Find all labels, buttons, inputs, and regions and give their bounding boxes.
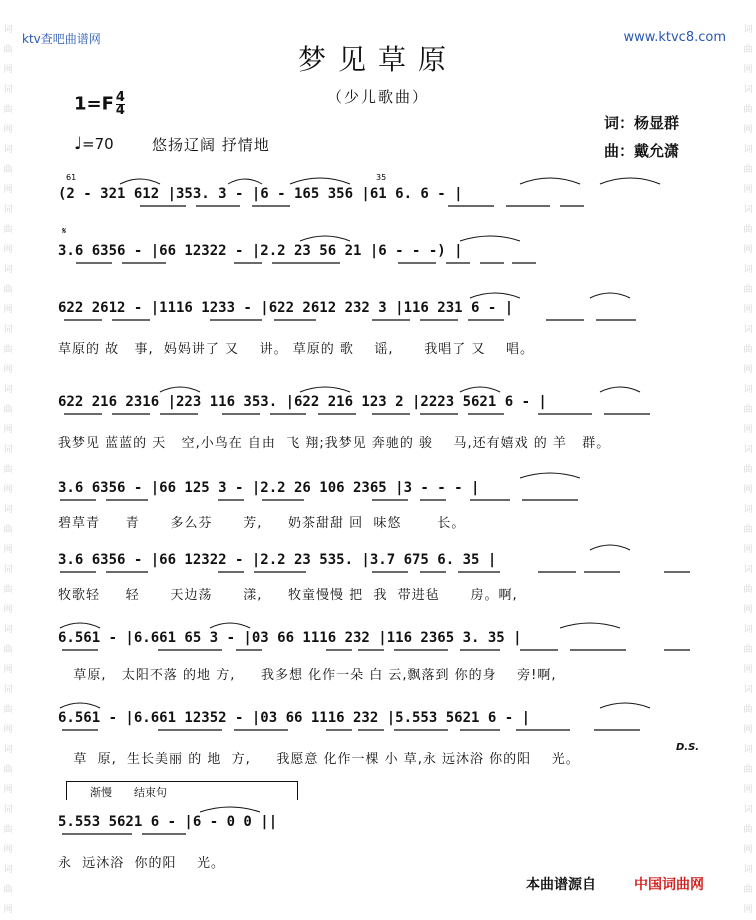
- watermark-char: 词: [3, 625, 13, 635]
- watermark-char: 网: [743, 845, 753, 855]
- watermark-char: 词: [743, 505, 753, 515]
- slur: [600, 703, 650, 708]
- watermark-char: 曲: [743, 585, 753, 595]
- watermark-char: 词: [3, 85, 13, 95]
- watermark-char: 词: [743, 265, 753, 275]
- watermark-char: 网: [3, 905, 13, 915]
- watermark-char: 曲: [3, 705, 13, 715]
- watermark-char: 曲: [3, 45, 13, 55]
- slur: [560, 623, 620, 628]
- watermark-char: 曲: [743, 345, 753, 355]
- notation-line-3: 622 2612 - |1116 1233 - |622 2612 232 3 |116 231 6 - |: [58, 300, 514, 316]
- watermark-char: 曲: [3, 405, 13, 415]
- watermark-char: 词: [743, 325, 753, 335]
- notation-line-1: (2 - 321 612 |353. 3 - |6 - 165 356 |61 6. 6 - |: [58, 186, 463, 202]
- watermark-char: 曲: [3, 885, 13, 895]
- watermark-char: 词: [3, 265, 13, 275]
- watermark-char: 网: [3, 365, 13, 375]
- watermark-char: 词: [743, 685, 753, 695]
- watermark-char: 曲: [743, 885, 753, 895]
- watermark-char: 网: [743, 125, 753, 135]
- watermark-char: 曲: [743, 705, 753, 715]
- watermark-char: 词: [743, 745, 753, 755]
- grace-note: 35: [376, 173, 387, 182]
- watermark-char: 网: [743, 545, 753, 555]
- watermark-char: 网: [3, 725, 13, 735]
- watermark-char: 词: [743, 445, 753, 455]
- slur: [590, 545, 630, 550]
- slur: [520, 473, 580, 478]
- watermark-char: 曲: [743, 225, 753, 235]
- watermark-char: 曲: [3, 585, 13, 595]
- watermark-char: 曲: [3, 225, 13, 235]
- watermark-char: 词: [3, 685, 13, 695]
- watermark-char: 曲: [743, 825, 753, 835]
- watermark-char: 网: [3, 605, 13, 615]
- slur: [210, 623, 250, 628]
- watermark-char: 词: [743, 565, 753, 575]
- notation-line-8: 6.561 - |6.661 12352 - |03 66 1116 232 |5.553 5621 6 - |: [58, 710, 531, 726]
- lyric-line-5: 草原, 太阳不落 的地 方, 我多想 化作一朵 白 云,飘落到 你的身 旁!啊,: [58, 668, 557, 683]
- watermark-char: 网: [3, 125, 13, 135]
- watermark-char: 网: [743, 305, 753, 315]
- watermark-char: 网: [3, 785, 13, 795]
- watermark-char: 词: [743, 85, 753, 95]
- watermark-char: 词: [3, 745, 13, 755]
- watermark-char: 曲: [3, 105, 13, 115]
- watermark-char: 词: [3, 25, 13, 35]
- site-name-left[interactable]: ktv查吧曲谱网: [22, 32, 101, 46]
- watermark-char: 词: [3, 505, 13, 515]
- watermark-char: 网: [743, 365, 753, 375]
- watermark-char: 网: [743, 785, 753, 795]
- slur: [300, 387, 350, 392]
- slur: [520, 178, 580, 184]
- composer: 曲：戴允潇: [604, 142, 680, 160]
- watermark-char: 网: [3, 245, 13, 255]
- song-subtitle: （少儿歌曲）: [326, 88, 429, 106]
- source-site-link[interactable]: 中国词曲网: [634, 877, 704, 893]
- notation-line-5: 3.6 6356 - |66 125 3 - |2.2 26 106 2365 |3 - - - |: [58, 480, 480, 496]
- lyric-line-4: 牧歌轻 轻 天边荡 漾, 牧童慢慢 把 我 带进毡 房。啊,: [58, 588, 518, 603]
- slur: [590, 293, 630, 298]
- key-label: 1=F: [74, 93, 114, 115]
- watermark-char: 网: [3, 545, 13, 555]
- notation-line-9: 5.553 5621 6 - |6 - 0 0 ||: [58, 814, 278, 830]
- watermark-char: 词: [3, 205, 13, 215]
- ending-label: 结束句: [134, 786, 167, 799]
- watermark-char: 曲: [3, 465, 13, 475]
- watermark-char: 网: [3, 665, 13, 675]
- watermark-char: 词: [743, 865, 753, 875]
- lyric-line-3: 碧草青 青 多么芬 芳, 奶茶甜甜 回 味悠 长。: [58, 516, 466, 531]
- watermark-char: 词: [3, 385, 13, 395]
- ritardando-marking: 渐慢: [90, 786, 112, 799]
- time-bottom: 4: [115, 103, 125, 118]
- song-title: 梦见草原: [297, 43, 458, 76]
- grace-note: 61: [66, 173, 77, 182]
- watermark-char: 网: [743, 485, 753, 495]
- source-label: 本曲谱源自: [526, 877, 596, 893]
- notation-line-4: 622 216 2316 |223 116 353. |622 216 123 2 |2223 5621 6 - |: [58, 394, 547, 410]
- watermark-char: 网: [743, 65, 753, 75]
- watermark-char: 曲: [743, 165, 753, 175]
- watermark-char: 网: [3, 485, 13, 495]
- watermark-char: 曲: [743, 525, 753, 535]
- watermark-char: 曲: [3, 285, 13, 295]
- watermark-char: 词: [3, 805, 13, 815]
- segno-icon: 𝄋: [62, 226, 67, 237]
- watermark-char: 网: [3, 425, 13, 435]
- watermark-char: 曲: [3, 165, 13, 175]
- lyric-line-7: 永 远沐浴 你的阳 光。: [58, 856, 226, 871]
- watermark-char: 词: [3, 325, 13, 335]
- watermark-char: 曲: [743, 645, 753, 655]
- watermark-char: 网: [3, 65, 13, 75]
- watermark-char: 词: [743, 385, 753, 395]
- slur: [228, 179, 262, 184]
- slur: [460, 387, 500, 392]
- watermark-char: 词: [743, 805, 753, 815]
- watermark-char: 曲: [3, 345, 13, 355]
- beam-lines: [60, 206, 690, 834]
- slur: [60, 623, 100, 628]
- slur: [120, 179, 160, 184]
- quarter-note-icon: ♩: [74, 134, 83, 154]
- lyric-line-6: 草 原, 生长美丽 的 地 方, 我愿意 化作一棵 小 草,永 远沐浴 你的阳 光。: [58, 752, 580, 767]
- watermark-char: 词: [743, 205, 753, 215]
- watermark-char: 网: [743, 905, 753, 915]
- slur: [600, 178, 660, 184]
- watermark-char: 词: [3, 445, 13, 455]
- watermark-char: 曲: [3, 645, 13, 655]
- slur: [300, 236, 350, 241]
- watermark-char: 词: [743, 145, 753, 155]
- watermark-char: 曲: [743, 405, 753, 415]
- ds-marking: D.S.: [676, 742, 700, 753]
- watermark-char: 曲: [743, 285, 753, 295]
- watermark-char: 曲: [743, 105, 753, 115]
- slur: [160, 387, 200, 392]
- slur: [60, 703, 100, 708]
- watermark-char: 曲: [743, 45, 753, 55]
- slur: [290, 178, 350, 184]
- slur: [600, 387, 640, 392]
- lyric-line-2: 我梦见 蓝蓝的 天 空,小鸟在 自由 飞 翔;我梦见 奔驰的 骏 马,还有嬉戏 的 羊 群。: [58, 436, 611, 451]
- watermark-char: 网: [743, 185, 753, 195]
- lyricist: 词：杨显群: [604, 114, 680, 132]
- watermark-char: 网: [743, 245, 753, 255]
- time-top: 4: [115, 90, 125, 105]
- notation-line-2: 3.6 6356 - |66 12322 - |2.2 23 56 21 |6 - - -) |: [58, 243, 463, 259]
- watermark-char: 曲: [743, 765, 753, 775]
- slur: [470, 293, 520, 298]
- slur: [200, 807, 260, 812]
- expression-marking: 悠扬辽阔 抒情地: [152, 136, 270, 154]
- watermark-char: 曲: [743, 465, 753, 475]
- tempo-value: =70: [82, 135, 114, 153]
- watermark-char: 网: [3, 845, 13, 855]
- watermark-char: 词: [3, 145, 13, 155]
- watermark-char: 曲: [3, 825, 13, 835]
- watermark-char: 网: [743, 725, 753, 735]
- lyric-line-1: 草原的 故 事, 妈妈讲了 又 讲。 草原的 歌 谣, 我唱了 又 唱。: [58, 342, 534, 357]
- notation-line-6: 3.6 6356 - |66 12322 - |2.2 23 535. |3.7 675 6. 35 |: [58, 552, 497, 568]
- slur: [460, 236, 520, 241]
- watermark-char: 曲: [3, 525, 13, 535]
- watermark-char: 网: [3, 305, 13, 315]
- watermark-char: 词: [743, 25, 753, 35]
- watermark-char: 词: [3, 565, 13, 575]
- watermark-char: 网: [743, 425, 753, 435]
- notation-line-7: 6.561 - |6.661 65 3 - |03 66 1116 232 |116 2365 3. 35 |: [58, 630, 522, 646]
- site-url-right[interactable]: www.ktvc8.com: [623, 30, 726, 45]
- watermark-char: 网: [743, 605, 753, 615]
- watermark-char: 词: [743, 625, 753, 635]
- watermark-char: 曲: [3, 765, 13, 775]
- watermark-char: 网: [743, 665, 753, 675]
- watermark-char: 网: [3, 185, 13, 195]
- watermark-char: 词: [3, 865, 13, 875]
